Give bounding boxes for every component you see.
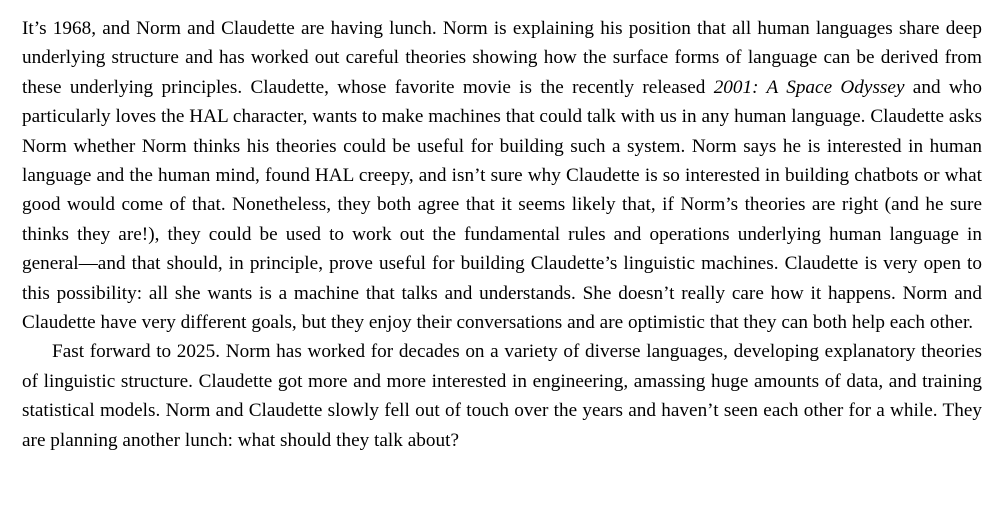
body-text <box>22 14 982 455</box>
paragraph <box>22 337 982 455</box>
paragraph <box>22 14 982 337</box>
italic-title: 2001: A Space Odyssey <box>713 76 905 98</box>
text-run: Fast forward to 2025. Norm has worked for decades on a variety of diverse languages, developing explanatory theories of linguistic structure. Claudette got more and more interested in engineering, amassing huge amounts of data, and training statistical models. Norm and Claudette slowly fell out of touch over the years and haven’t seen each other for a while. They are planning another lunch: what should they talk about? <box>22 341 982 451</box>
text-run: It’s 1968, and Norm and Claudette are having lunch. Norm is explaining his position that all human languages share deep underlying structure and has worked out careful theories showing how the surface forms of language can be derived from these underlying principles. Claudette, whose favorite movie is the recently released <box>22 18 982 98</box>
text-run: and who particularly loves the HAL character, wants to make machines that could talk with us in any human language. Claudette asks Norm whether Norm thinks his theories could be useful for building such a system. Norm says he is interested in human language and the human mind, found HAL creepy, and isn’t sure why Claudette is so interested in building chatbots or what good would come of that. Nonetheless, they both agree that it seems likely that, if Norm’s theories are right (and he sure thinks they are!), they could be used to work out the fundamental rules and operations underlying human language in general—and that should, in principle, prove useful for building Claudette’s linguistic machines. Claudette is very open to this possibility: all she wants is a machine that talks and understands. She doesn’t really care how it happens. Norm and Claudette have very different goals, but they enjoy their conversations and are optimistic that they can both help each other. <box>22 76 982 334</box>
